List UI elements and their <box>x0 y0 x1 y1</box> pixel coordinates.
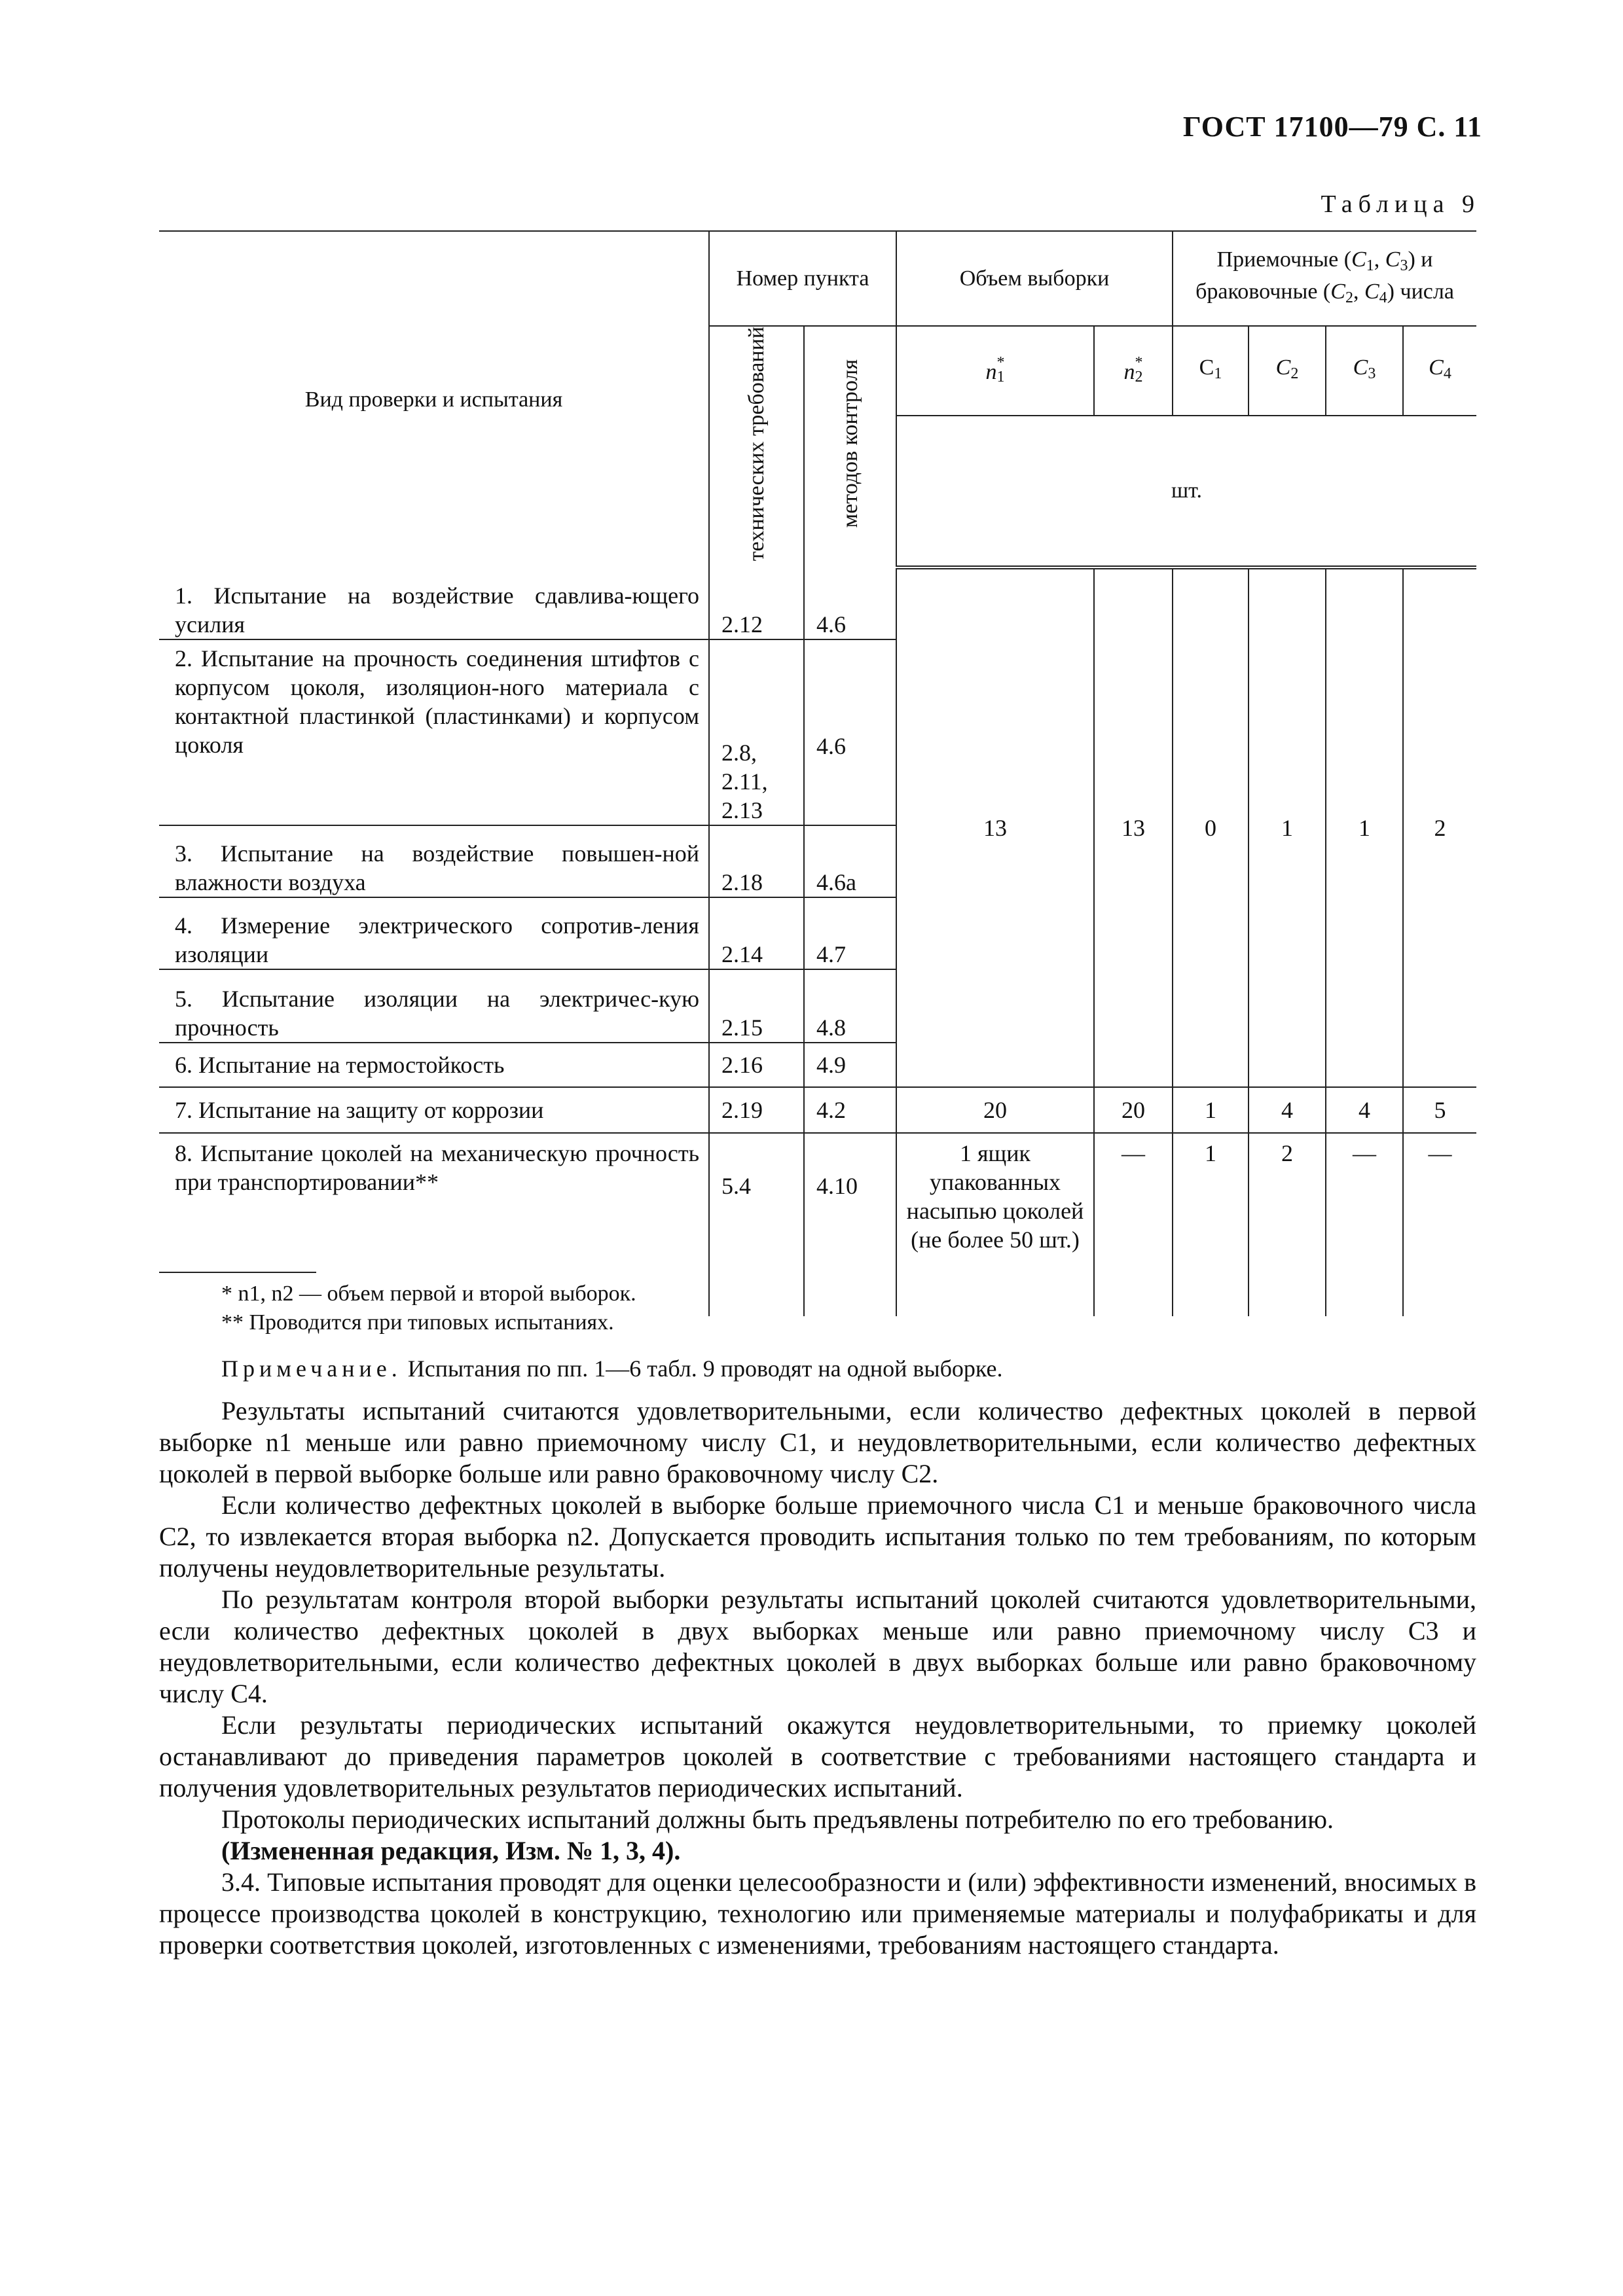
row-1-tech: 2.12 <box>709 567 804 639</box>
header-c4: $C_4$ <box>1403 326 1476 416</box>
amendment-note: (Измененная редакция, Изм. № 1, 3, 4). <box>221 1836 681 1865</box>
header-acceptance-numbers: Приемочные ($C_1$, $C_3$) и браковочные ($C_2$, $C_4$) числа <box>1173 231 1476 326</box>
row-7-name: 7. Испытание на защиту от коррозии <box>159 1087 709 1133</box>
paragraph-4: Если результаты периодических испытаний окажутся неудовлетворительными, то приемку цоколей останавливают до приведения параметров цоколей в соответствие с требованиями настоящего стандарта и получения удовлетворительных результатов периодических испытаний. <box>159 1710 1476 1803</box>
row-7-n1: 20 <box>896 1087 1094 1133</box>
row-5-method: 4.8 <box>804 969 896 1043</box>
row-4-name: 4. Измерение электрического сопротив-ления изоляции <box>159 897 709 969</box>
group-c2: 1 <box>1249 567 1326 1087</box>
header-kind: Вид проверки и испытания <box>159 231 709 567</box>
header-n2: n* 2 <box>1094 326 1173 416</box>
row-1-name: 1. Испытание на воздействие сдавлива-ющего усилия <box>159 567 709 639</box>
row-4-tech: 2.14 <box>709 897 804 969</box>
header-c1: $C_1$ <box>1173 326 1249 416</box>
row-7-n2: 20 <box>1094 1087 1173 1133</box>
group-n1: 13 <box>896 567 1094 1087</box>
row-1-method: 4.6 <box>804 567 896 639</box>
group-c4: 2 <box>1403 567 1476 1087</box>
row-2-method: 4.6 <box>804 639 896 825</box>
row-6-method: 4.9 <box>804 1043 896 1087</box>
row-8-c3: — <box>1326 1133 1403 1316</box>
row-8-method: 4.10 <box>804 1133 896 1316</box>
row-7-method: 4.2 <box>804 1087 896 1133</box>
row-3-tech: 2.18 <box>709 825 804 897</box>
header-c2: $C_2$ <box>1249 326 1326 416</box>
row-5-name: 5. Испытание изоляции на электричес-кую прочность <box>159 969 709 1043</box>
row-2-tech: 2.8, 2.11, 2.13 <box>709 639 804 825</box>
row-7-c3: 4 <box>1326 1087 1403 1133</box>
row-8-c1: 1 <box>1173 1133 1249 1316</box>
table-caption: Таблица 9 <box>1321 190 1480 218</box>
table-note <box>221 1355 1002 1382</box>
row-7-c1: 1 <box>1173 1087 1249 1133</box>
header-sample-size: Объем выборки <box>896 231 1173 326</box>
row-7-c2: 4 <box>1249 1087 1326 1133</box>
header-item-number: Номер пункта <box>709 231 896 326</box>
row-5-tech: 2.15 <box>709 969 804 1043</box>
row-8-n1: 1 ящик упакованных насыпью цоколей (не более 50 шт.) <box>896 1133 1094 1316</box>
header-tech-requirements: технических требований <box>709 326 804 567</box>
header-c3: $C_3$ <box>1326 326 1403 416</box>
row-2-name: 2. Испытание на прочность соединения штифтов с корпусом цоколя, изоляцион-ного материала с контактной пластинкой (пластинками) и корпусом цоколя <box>159 639 709 825</box>
group-c3: 1 <box>1326 567 1403 1087</box>
row-6-tech: 2.16 <box>709 1043 804 1087</box>
footnote-divider <box>159 1272 316 1273</box>
row-8-tech: 5.4 <box>709 1133 804 1316</box>
note-label: Примечание. <box>221 1355 402 1382</box>
paragraph-3-4: 3.4. Типовые испытания проводят для оценки целесообразности и (или) эффективности изменений, вносимых в процессе производства цоколей в конструкцию, технологию или применяемые материалы и полуфабрикаты и для проверки соответствия цоколей, изготовленных с изменениями, требованиям настоящего стандарта. <box>159 1867 1476 1960</box>
page-header: ГОСТ 17100—79 С. 11 <box>1182 111 1482 143</box>
group-n2: 13 <box>1094 567 1173 1087</box>
header-unit: шт. <box>896 416 1476 567</box>
row-3-method: 4.6а <box>804 825 896 897</box>
header-n1: n* 1 <box>896 326 1094 416</box>
row-6-name: 6. Испытание на термостойкость <box>159 1043 709 1087</box>
row-8-c2: 2 <box>1249 1133 1326 1316</box>
header-control-methods: методов контроля <box>804 326 896 567</box>
row-7-tech: 2.19 <box>709 1087 804 1133</box>
row-8-c4: — <box>1403 1133 1476 1316</box>
row-8-name: 8. Испытание цоколей на механическую прочность при транспортировании** <box>159 1133 709 1316</box>
paragraph-1: Результаты испытаний считаются удовлетворительными, если количество дефектных цоколей в первой выборке n1 меньше или равно приемочному числу C1, и неудовлетворительными, если количество дефектных цоколей в первой выборке больше или равно браковочному числу C2. <box>159 1396 1476 1488</box>
body-text <box>159 1395 1476 1961</box>
row-4-method: 4.7 <box>804 897 896 969</box>
row-7-c4: 5 <box>1403 1087 1476 1133</box>
footnote-1: * n1, n2 — объем первой и второй выборок. <box>221 1282 636 1306</box>
paragraph-5: Протоколы периодических испытаний должны быть предъявлены потребителю по его требованию. <box>221 1804 1334 1834</box>
paragraph-3: По результатам контроля второй выборки результаты испытаний цоколей считаются удовлетворительными, если количество дефектных цоколей в двух выборках меньше или равно приемочному числу C3 и неудовлетворительными, если количество дефектных цоколей в двух выборках больше или равно браковочному числу C4. <box>159 1585 1476 1708</box>
row-3-name: 3. Испытание на воздействие повышен-ной влажности воздуха <box>159 825 709 897</box>
group-c1: 0 <box>1173 567 1249 1087</box>
footnote-2: ** Проводится при типовых испытаниях. <box>221 1310 614 1335</box>
row-8-n2: — <box>1094 1133 1173 1316</box>
paragraph-2: Если количество дефектных цоколей в выборке больше приемочного числа C1 и меньше браковочного числа C2, то извлекается вторая выборка n2. Допускается проводить испытания только по тем требованиям, по которым получены неудовлетворительные результаты. <box>159 1490 1476 1583</box>
note-text: Испытания по пп. 1—6 табл. 9 проводят на одной выборке. <box>401 1355 1003 1382</box>
table-9 <box>159 230 1476 1316</box>
